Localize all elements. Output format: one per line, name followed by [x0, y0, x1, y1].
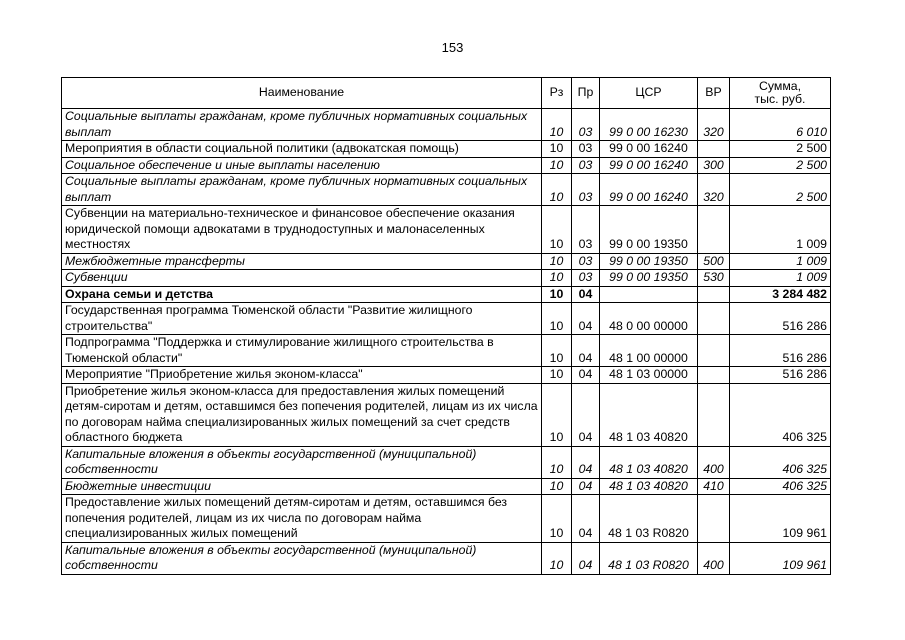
cell-sum: 1 009	[730, 270, 831, 287]
table-row	[62, 206, 831, 254]
table-body	[62, 109, 831, 575]
table-header-row	[62, 78, 831, 109]
cell-csr: 48 1 03 R0820	[600, 542, 698, 574]
cell-csr: 48 1 03 40820	[600, 383, 698, 446]
cell-csr	[600, 286, 698, 303]
cell-name: Мероприятия в области социальной политики (адвокатская помощь)	[62, 141, 542, 158]
cell-vr	[698, 335, 730, 367]
cell-pr: 04	[572, 335, 600, 367]
cell-pr: 04	[572, 446, 600, 478]
cell-name: Предоставление жилых помещений детям-сиротам и детям, оставшимся без попечения родителей, лицам из их числа по договорам найма специализированных жилых помещений	[62, 495, 542, 543]
table-row	[62, 367, 831, 384]
cell-sum: 406 325	[730, 383, 831, 446]
cell-name: Мероприятие "Приобретение жилья эконом-класса"	[62, 367, 542, 384]
cell-sum: 516 286	[730, 303, 831, 335]
header-name: Наименование	[62, 78, 542, 109]
cell-csr: 99 0 00 19350	[600, 270, 698, 287]
cell-rz: 10	[542, 446, 572, 478]
table-row	[62, 109, 831, 141]
cell-sum: 516 286	[730, 335, 831, 367]
cell-csr: 99 0 00 16240	[600, 141, 698, 158]
cell-sum: 3 284 482	[730, 286, 831, 303]
cell-pr: 04	[572, 303, 600, 335]
cell-vr: 530	[698, 270, 730, 287]
cell-name: Государственная программа Тюменской области "Развитие жилищного строительства"	[62, 303, 542, 335]
cell-rz: 10	[542, 109, 572, 141]
budget-table	[61, 77, 831, 575]
cell-rz: 10	[542, 286, 572, 303]
cell-pr: 04	[572, 495, 600, 543]
page-number: 153	[441, 40, 464, 55]
cell-pr: 04	[572, 478, 600, 495]
cell-csr: 99 0 00 19350	[600, 206, 698, 254]
cell-rz: 10	[542, 206, 572, 254]
cell-rz: 10	[542, 542, 572, 574]
cell-rz: 10	[542, 495, 572, 543]
cell-vr: 320	[698, 174, 730, 206]
cell-pr: 04	[572, 542, 600, 574]
table-row	[62, 141, 831, 158]
cell-csr: 99 0 00 16230	[600, 109, 698, 141]
cell-vr	[698, 495, 730, 543]
cell-rz: 10	[542, 303, 572, 335]
header-rz: Рз	[542, 78, 572, 109]
cell-name: Социальные выплаты гражданам, кроме публичных нормативных социальных выплат	[62, 109, 542, 141]
header-csr: ЦСР	[600, 78, 698, 109]
cell-sum: 109 961	[730, 495, 831, 543]
table-row	[62, 286, 831, 303]
cell-vr	[698, 303, 730, 335]
cell-vr: 300	[698, 157, 730, 174]
cell-rz: 10	[542, 174, 572, 206]
cell-name: Охрана семьи и детства	[62, 286, 542, 303]
cell-csr: 48 1 03 00000	[600, 367, 698, 384]
cell-vr	[698, 141, 730, 158]
cell-sum: 1 009	[730, 253, 831, 270]
cell-csr: 48 1 03 R0820	[600, 495, 698, 543]
cell-pr: 03	[572, 157, 600, 174]
table-row	[62, 335, 831, 367]
cell-pr: 03	[572, 109, 600, 141]
cell-name: Приобретение жилья эконом-класса для предоставления жилых помещений детям-сиротам и детям, оставшимся без попечения родителей, лицам из их числа по договорам найма специализированных жилых помещений за счет средств областного бюджета	[62, 383, 542, 446]
header-vr: ВР	[698, 78, 730, 109]
cell-sum: 406 325	[730, 446, 831, 478]
cell-pr: 04	[572, 383, 600, 446]
cell-pr: 04	[572, 367, 600, 384]
header-sum-line2: тыс. руб.	[754, 92, 806, 106]
cell-vr: 320	[698, 109, 730, 141]
cell-vr	[698, 367, 730, 384]
cell-vr: 400	[698, 446, 730, 478]
cell-vr: 500	[698, 253, 730, 270]
cell-sum: 2 500	[730, 157, 831, 174]
table-row	[62, 270, 831, 287]
cell-pr: 03	[572, 206, 600, 254]
cell-csr: 99 0 00 16240	[600, 157, 698, 174]
table-row	[62, 253, 831, 270]
header-sum-line1: Сумма,	[758, 79, 802, 93]
table-row	[62, 303, 831, 335]
table-row	[62, 383, 831, 446]
cell-csr: 48 1 03 40820	[600, 478, 698, 495]
cell-vr	[698, 286, 730, 303]
cell-sum: 2 500	[730, 174, 831, 206]
cell-pr: 03	[572, 270, 600, 287]
cell-name: Социальное обеспечение и иные выплаты населению	[62, 157, 542, 174]
cell-sum: 1 009	[730, 206, 831, 254]
header-sum	[730, 78, 831, 109]
cell-sum: 2 500	[730, 141, 831, 158]
cell-sum: 406 325	[730, 478, 831, 495]
cell-rz: 10	[542, 335, 572, 367]
cell-vr	[698, 206, 730, 254]
cell-rz: 10	[542, 141, 572, 158]
cell-pr: 04	[572, 286, 600, 303]
table-row	[62, 446, 831, 478]
cell-csr: 99 0 00 16240	[600, 174, 698, 206]
table-row	[62, 542, 831, 574]
cell-rz: 10	[542, 253, 572, 270]
cell-name: Бюджетные инвестиции	[62, 478, 542, 495]
cell-name: Социальные выплаты гражданам, кроме публичных нормативных социальных выплат	[62, 174, 542, 206]
cell-name: Капитальные вложения в объекты государственной (муниципальной) собственности	[62, 446, 542, 478]
cell-rz: 10	[542, 367, 572, 384]
cell-csr: 48 1 03 40820	[600, 446, 698, 478]
cell-name: Субвенции на материально-техническое и финансовое обеспечение оказания юридической помощи адвокатами в труднодоступных и малонаселенных местностях	[62, 206, 542, 254]
cell-pr: 03	[572, 141, 600, 158]
cell-vr	[698, 383, 730, 446]
table-row	[62, 157, 831, 174]
cell-vr: 410	[698, 478, 730, 495]
cell-rz: 10	[542, 157, 572, 174]
cell-name: Субвенции	[62, 270, 542, 287]
cell-rz: 10	[542, 478, 572, 495]
cell-csr: 48 0 00 00000	[600, 303, 698, 335]
cell-vr: 400	[698, 542, 730, 574]
header-pr: Пр	[572, 78, 600, 109]
cell-rz: 10	[542, 270, 572, 287]
cell-name: Межбюджетные трансферты	[62, 253, 542, 270]
table-row	[62, 174, 831, 206]
cell-name: Подпрограмма "Поддержка и стимулирование жилищного строительства в Тюменской области"	[62, 335, 542, 367]
cell-sum: 516 286	[730, 367, 831, 384]
cell-csr: 48 1 00 00000	[600, 335, 698, 367]
cell-pr: 03	[572, 174, 600, 206]
table-row	[62, 495, 831, 543]
cell-csr: 99 0 00 19350	[600, 253, 698, 270]
cell-name: Капитальные вложения в объекты государственной (муниципальной) собственности	[62, 542, 542, 574]
cell-rz: 10	[542, 383, 572, 446]
cell-pr: 03	[572, 253, 600, 270]
cell-sum: 6 010	[730, 109, 831, 141]
cell-sum: 109 961	[730, 542, 831, 574]
table-row	[62, 478, 831, 495]
